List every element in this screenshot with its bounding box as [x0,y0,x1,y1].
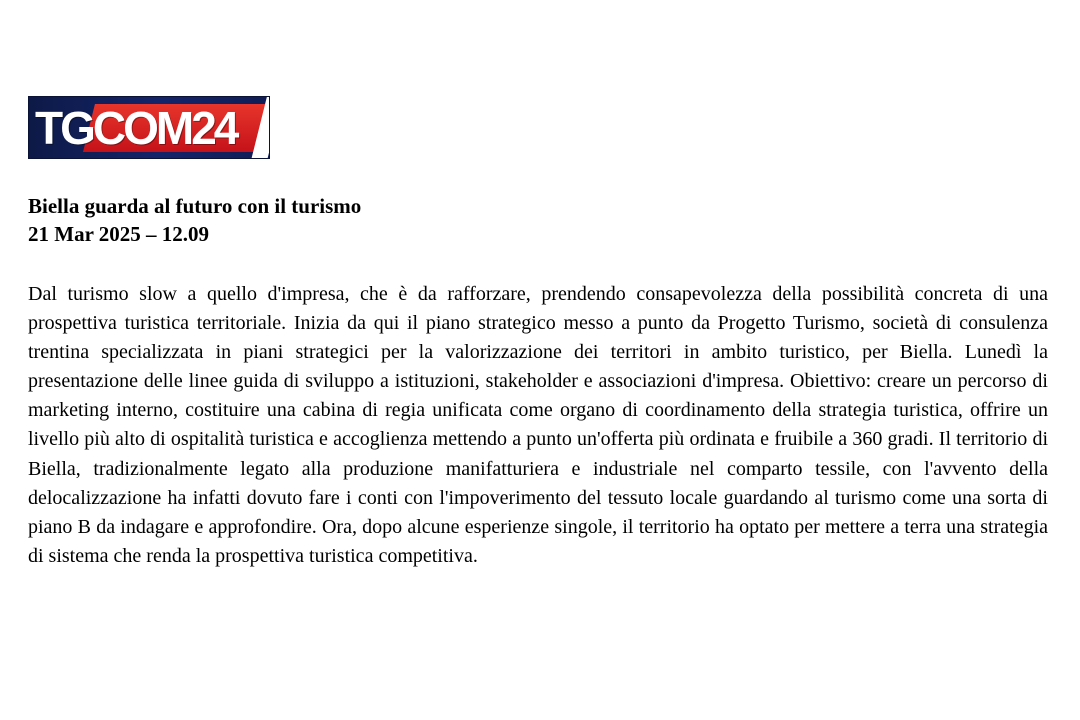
article-title: Biella guarda al futuro con il turismo [28,194,362,218]
tgcom24-logo [28,96,270,159]
logo-wordmark: TGCOM24 [35,102,237,154]
article-body: Dal turismo slow a quello d'impresa, che è da rafforzare, prendendo consapevolezza della possibilità concreta di una prospettiva turistica territoriale. Inizia da qui il piano strategico messo a punto da Progetto Turismo, società di consulenza trentina specializzata in piani strategici per la valorizzazione dei territori in ambito turistico, per Biella. Lunedì la presentazione delle linee guida di sviluppo a istituzioni, stakeholder e associazioni d'impresa. Obiettivo: creare un percorso di marketing interno, costituire una cabina di regia unificata come organo di coordinamento della strategia turistica, offrire un livello più alto di ospitalità turistica e accoglienza mettendo a punto un'offerta più ordinata e fruibile a 360 gradi. Il territorio di Biella, tradizionalmente legato alla produzione manifatturiera e industriale nel comparto tessile, con l'avvento della delocalizzazione ha infatti dovuto fare i conti con l'impoverimento del tessuto locale guardando al turismo come una sorta di piano B da indagare e approfondire. Ora, dopo alcune esperienze singole, il territorio ha optato per mettere a terra una strategia di sistema che renda la prospettiva turistica competitiva. [28,283,1048,567]
article-header [28,192,928,248]
article-dateline: 21 Mar 2025 – 12.09 [28,222,210,246]
